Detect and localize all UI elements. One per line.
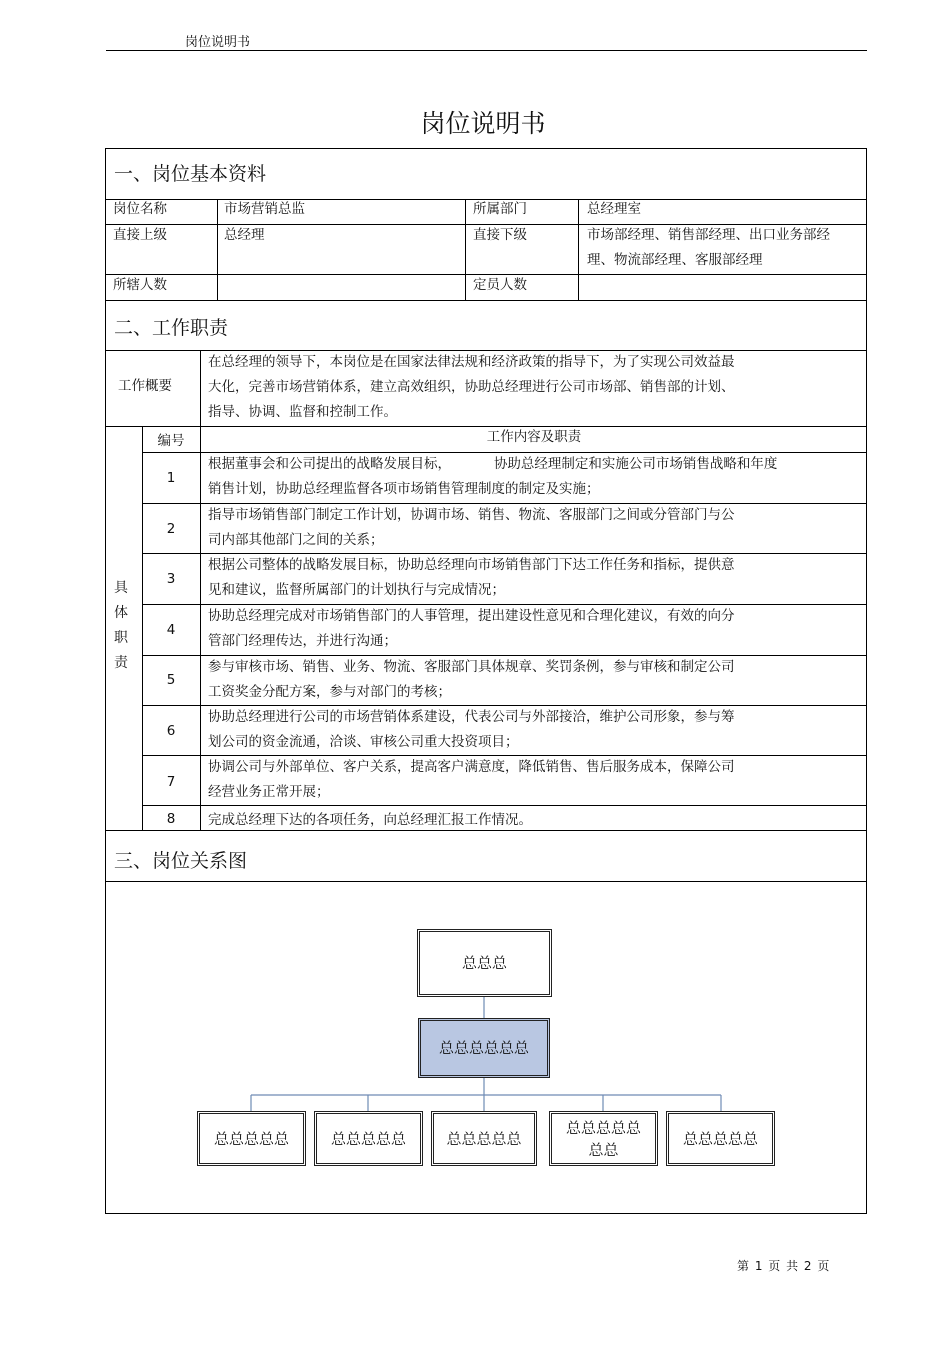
duty-number: 7: [166, 774, 176, 790]
duty-text: 参与审核市场、销售、业务、物流、客服部门具体规章、奖罚条例，参与审核和制定公司 工资奖金分配方案，参与对部门的考核；: [208, 659, 735, 700]
overview-text: 在总经理的领导下，本岗位是在国家法律法规和经济政策的指导下，为了实现公司效益最 大化，完善市场营销体系，建立高效组织，协助总经理进行公司市场部、销售部的计划、 指导、协调、监督和控制工作。: [208, 354, 735, 420]
job-description-table: [105, 148, 867, 1214]
duty-number: 2: [166, 521, 176, 537]
value-direct-subordinates: 市场部经理、销售部经理、出口业务部经理、物流部经理、客服部经理: [587, 227, 830, 268]
duty-number: 3: [166, 571, 176, 587]
duty-number: 8: [166, 811, 176, 827]
org-node-bottom: 总总总总总: [431, 1111, 537, 1166]
duty-number: 1: [166, 470, 176, 486]
document-title: 岗位说明书: [420, 109, 546, 138]
duty-text: 完成总经理下达的各项任务，向总经理汇报工作情况。: [208, 812, 532, 828]
org-node-middle: 总总总总总总: [418, 1018, 550, 1078]
label-position-name: 岗位名称: [113, 201, 167, 217]
side-label: 具 体 职 责: [114, 580, 128, 671]
duty-text: 协调公司与外部单位、客户关系，提高客户满意度，降低销售、售后服务成本，保障公司 经营业务正常开展；: [208, 759, 735, 800]
col-header-number: 编号: [157, 433, 185, 449]
header-rule: [106, 50, 867, 51]
label-direct-superior: 直接上级: [113, 227, 167, 243]
org-node-top: 总总总: [417, 929, 552, 997]
section3-heading: 三、岗位关系图: [114, 850, 248, 872]
duty-text: 根据董事会和公司提出的战略发展目标， 协助总经理制定和实施公司市场销售战略和年度 销售计划，协助总经理监督各项市场销售管理制度的制定及实施；: [208, 456, 778, 497]
value-position-name: 市场营销总监: [224, 201, 305, 217]
overview-label: 工作概要: [118, 378, 172, 394]
org-node-bottom: 总总总总总: [666, 1111, 775, 1166]
label-department: 所属部门: [473, 201, 527, 217]
duty-number: 6: [166, 723, 176, 739]
duty-text: 根据公司整体的战略发展目标，协助总经理向市场销售部门下达工作任务和指标，提供意 见和建议，监督所属部门的计划执行与完成情况；: [208, 557, 735, 598]
section2-heading: 二、工作职责: [114, 317, 229, 339]
org-node-bottom: 总总总总总 总总: [549, 1111, 658, 1166]
col-header-content: 工作内容及职责: [486, 429, 582, 445]
label-quota: 定员人数: [473, 277, 527, 293]
page-number: 第 1 页 共 2 页: [737, 1259, 830, 1273]
duty-number: 4: [166, 622, 176, 638]
duty-text: 指导市场销售部门制定工作计划，协调市场、销售、物流、客服部门之间或分管部门与公 司内部其他部门之间的关系；: [208, 507, 735, 548]
running-header: 岗位说明书: [185, 35, 251, 50]
label-headcount: 所辖人数: [113, 277, 167, 293]
duty-text: 协助总经理完成对市场销售部门的人事管理，提出建设性意见和合理化建议，有效的向分 管部门经理传达，并进行沟通；: [208, 608, 735, 649]
value-direct-superior: 总经理: [224, 227, 265, 243]
duty-number: 5: [166, 672, 176, 688]
section1-heading: 一、岗位基本资料: [114, 163, 267, 185]
label-direct-subordinates: 直接下级: [473, 227, 527, 243]
org-node-bottom: 总总总总总: [197, 1111, 306, 1166]
value-department: 总经理室: [587, 201, 641, 217]
org-node-bottom: 总总总总总: [314, 1111, 423, 1166]
duty-text: 协助总经理进行公司的市场营销体系建设，代表公司与外部接洽，维护公司形象，参与筹 划公司的资金流通，洽谈、审核公司重大投资项目；: [208, 709, 735, 750]
